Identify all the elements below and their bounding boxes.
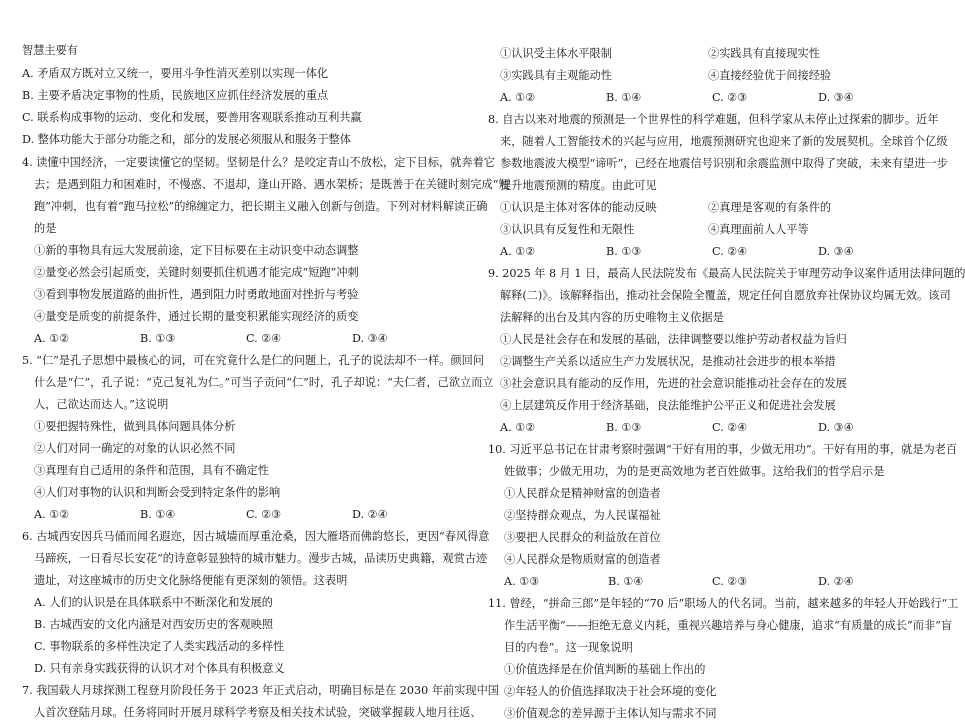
q5-choice-a: A. ①② xyxy=(34,508,70,521)
q3-option-a: A. 矛盾双方既对立又统一，要用斗争性消灭差别以实现一体化 xyxy=(22,67,329,80)
q7-item: ②实践具有直接现实性 xyxy=(708,47,820,60)
q7-stem-line: 人首次登陆月球。任务将同时开展月球科学考察及相关技术试验，突破掌握载人地月往返、 xyxy=(34,706,482,719)
q8-items-row xyxy=(488,200,930,216)
q4-item: ③看到事物发展道路的曲折性，遇到阻力时勇敢地面对挫折与考验 xyxy=(34,288,359,301)
q6-option-b: B. 古城西安的文化内涵是对西安历史的客观映照 xyxy=(34,618,274,631)
q5-item: ②人们对同一确定的对象的认识必然不同 xyxy=(34,442,236,455)
q4-choices xyxy=(22,331,462,347)
q7-choices xyxy=(488,90,930,106)
q4-item: ②量变必然会引起质变，关键时刻要抓住机遇才能完成“短跑”冲刺 xyxy=(34,266,359,279)
q4-item: ①新的事物具有远大发展前途，定下目标要在主动识变中动态调整 xyxy=(34,244,359,257)
q3-option-d: D. 整体功能大于部分功能之和，部分的发展必须服从和服务于整体 xyxy=(22,133,351,146)
q9-choice-d: D. ③④ xyxy=(818,421,854,434)
q10-choice-a: A. ①③ xyxy=(504,575,540,588)
q7-choice-a: A. ①② xyxy=(500,91,536,104)
q11-item: ③价值观念的差异源于主体认知与需求不同 xyxy=(504,707,717,720)
q3-option-b: B. 主要矛盾决定事物的性质，民族地区应抓住经济发展的重点 xyxy=(22,89,329,102)
q10-choice-b: B. ①④ xyxy=(608,575,644,588)
q11-item: ②年轻人的价值选择取决于社会环境的变化 xyxy=(504,685,717,698)
q9-item: ④上层建筑反作用于经济基础，良法能维护公平正义和促进社会发展 xyxy=(500,399,836,412)
q5-stem-line: 5. “仁”是孔子思想中最核心的词，可在究竟什么是仁的问题上，孔子的说法却不一样。颜回问 xyxy=(22,354,484,367)
q8-stem-line: 参数地震波大模型“谛听”，已经在地震信号识别和余震监测中取得了突破，未来有望进一步 xyxy=(500,157,948,170)
q9-choice-c: C. ②④ xyxy=(712,421,748,434)
q6-option-d: D. 只有亲身实践获得的认识才对个体具有积极意义 xyxy=(34,662,285,675)
q8-item: ①认识是主体对客体的能动反映 xyxy=(500,201,657,214)
q7-choice-d: D. ③④ xyxy=(818,91,854,104)
q9-stem-line: 解释(二)》。该解释指出，推动社会保险全覆盖，规定任何自愿放弃社保协议均属无效。该司 xyxy=(500,289,951,302)
q6-option-a: A. 人们的认识是在具体联系中不断深化和发展的 xyxy=(34,596,273,609)
q9-item: ①人民是社会存在和发展的基础，法律调整要以维护劳动者权益为旨归 xyxy=(500,333,847,346)
q10-item: ①人民群众是精神财富的创造者 xyxy=(504,487,661,500)
q4-choice-b: B. ①③ xyxy=(140,332,176,345)
q9-choices xyxy=(488,420,930,436)
q4-choice-c: C. ②④ xyxy=(246,332,282,345)
q8-stem-line: 来，随着人工智能技术的兴起与应用，地震预测研究也迎来了新的发展契机。全球首个亿级 xyxy=(500,135,948,148)
q10-choice-d: D. ②④ xyxy=(818,575,854,588)
q10-item: ④人民群众是物质财富的创造者 xyxy=(504,553,661,566)
q5-stem-line: 人，己欲达而达人。”这说明 xyxy=(34,398,169,411)
q6-stem-line: 马蹄疾，一日看尽长安花”的诗意彰显独特的城市魅力。漫步古城，品读历史典籍，观赏古迹 xyxy=(34,552,488,565)
q10-stem-line: 姓做事；少做无用功，为的是更高效地为老百姓做事。这给我们的哲学启示是 xyxy=(504,465,885,478)
q7-item: ③实践具有主观能动性 xyxy=(500,69,612,82)
q7-choice-b: B. ①④ xyxy=(606,91,642,104)
q5-item: ④人们对事物的认识和判断会受到特定条件的影响 xyxy=(34,486,281,499)
q10-stem-line: 10. 习近平总书记在甘肃考察时强调“干好有用的事，少做无用功”。干好有用的事，就是为老百 xyxy=(488,443,958,456)
q9-stem-line: 9. 2025 年 8 月 1 日，最高人民法院发布《最高人民法院关于审理劳动争议案件适用法律问题的 xyxy=(488,267,965,280)
q9-item: ③社会意识具有能动的反作用，先进的社会意识能推动社会存在的发展 xyxy=(500,377,847,390)
q5-stem-line: 什么是“仁”，孔子说：“克己复礼为仁。”可当子贡问“仁”时，孔子却说：“夫仁者，己欲立而立 xyxy=(34,376,494,389)
q8-choices xyxy=(488,244,930,260)
q7-choice-c: C. ②③ xyxy=(712,91,748,104)
q7-items-row xyxy=(488,68,930,84)
q8-item: ④真理面前人人平等 xyxy=(708,223,809,236)
q11-item: ①价值选择是在价值判断的基础上作出的 xyxy=(504,663,706,676)
q6-option-c: C. 事物联系的多样性决定了人类实践活动的多样性 xyxy=(34,640,285,653)
q5-choice-b: B. ①④ xyxy=(140,508,176,521)
intro-line: 智慧主要有 xyxy=(22,44,78,57)
q8-choice-d: D. ③④ xyxy=(818,245,854,258)
q10-item: ③要把人民群众的利益放在首位 xyxy=(504,531,661,544)
q8-stem-line: 8. 自古以来对地震的预测是一个世界性的科学难题，但科学家从未停止过探索的脚步。近年 xyxy=(488,113,939,126)
q8-stem-line: 提升地震预测的精度。由此可见 xyxy=(500,179,657,192)
q10-item: ②坚持群众观点，为人民谋福祉 xyxy=(504,509,661,522)
q7-items-row xyxy=(488,46,930,62)
q11-stem-line: 目的内卷”。这一现象说明 xyxy=(504,641,633,654)
q9-item: ②调整生产关系以适应生产力发展状况，是推动社会进步的根本举措 xyxy=(500,355,836,368)
q8-choice-b: B. ①③ xyxy=(606,245,642,258)
q4-stem-line: 的是 xyxy=(34,222,57,235)
q8-items-row xyxy=(488,222,930,238)
q11-stem-line: 作生活平衡”——拒绝无意义内耗，重视兴趣培养与身心健康，追求“有质量的成长”而非“盲 xyxy=(504,619,953,632)
q3-option-c: C. 联系构成事物的运动、变化和发展，要善用客观联系推动互利共赢 xyxy=(22,111,362,124)
q6-stem-line: 遗址，对这座城市的历史文化脉络便能有更深刻的领悟。这表明 xyxy=(34,574,348,587)
q7-item: ④直接经验优于间接经验 xyxy=(708,69,832,82)
q9-stem-line: 法解释的出台及其内容的历史唯物主义依据是 xyxy=(500,311,724,324)
q7-stem-line: 7. 我国载人月球探测工程登月阶段任务于 2023 年正式启动，明确目标是在 2030 年前实现中国 xyxy=(22,684,499,697)
q5-choice-c: C. ②③ xyxy=(246,508,282,521)
q8-choice-a: A. ①② xyxy=(500,245,536,258)
q6-stem-line: 6. 古城西安因兵马俑而闻名遐迩，因古城墙而厚重沧桑，因大雁塔而佛韵悠长，更因“春风得意 xyxy=(22,530,490,543)
q4-stem-line: 4. 读懂中国经济，一定要读懂它的坚韧。坚韧是什么？是咬定青山不放松，定下目标，就奔着它 xyxy=(22,156,495,169)
q7-item: ①认识受主体水平限制 xyxy=(500,47,612,60)
q5-item: ③真理有自己适用的条件和范围，具有不确定性 xyxy=(34,464,269,477)
q10-choices xyxy=(488,574,930,590)
q9-choice-b: B. ①③ xyxy=(606,421,642,434)
q8-choice-c: C. ②④ xyxy=(712,245,748,258)
q4-choice-a: A. ①② xyxy=(34,332,70,345)
q5-item: ①要把握特殊性，做到具体问题具体分析 xyxy=(34,420,236,433)
q9-choice-a: A. ①② xyxy=(500,421,536,434)
q5-choice-d: D. ②④ xyxy=(352,508,388,521)
q8-item: ③认识具有反复性和无限性 xyxy=(500,223,635,236)
q4-item: ④量变是质变的前提条件，通过长期的量变积累能实现经济的质变 xyxy=(34,310,359,323)
q4-stem-line: 跑”冲刺，也有着“跑马拉松”的绵缠定力，把长期主义融入创新与创造。下列对材料解读正确 xyxy=(34,200,488,213)
q4-stem-line: 去；是遇到阻力和困难时，不慢惑、不退却，逢山开路、遇水架桥；是既善于在关键时刻完成“短 xyxy=(34,178,510,191)
q5-choices xyxy=(22,507,462,523)
q8-item: ②真理是客观的有条件的 xyxy=(708,201,832,214)
q11-stem-line: 11. 曾经，“拼命三郎”是年轻的“70 后”职场人的代名词。当前，越来越多的年轻人开始践行“工 xyxy=(488,597,959,610)
q10-choice-c: C. ②③ xyxy=(712,575,748,588)
q4-choice-d: D. ③④ xyxy=(352,332,388,345)
